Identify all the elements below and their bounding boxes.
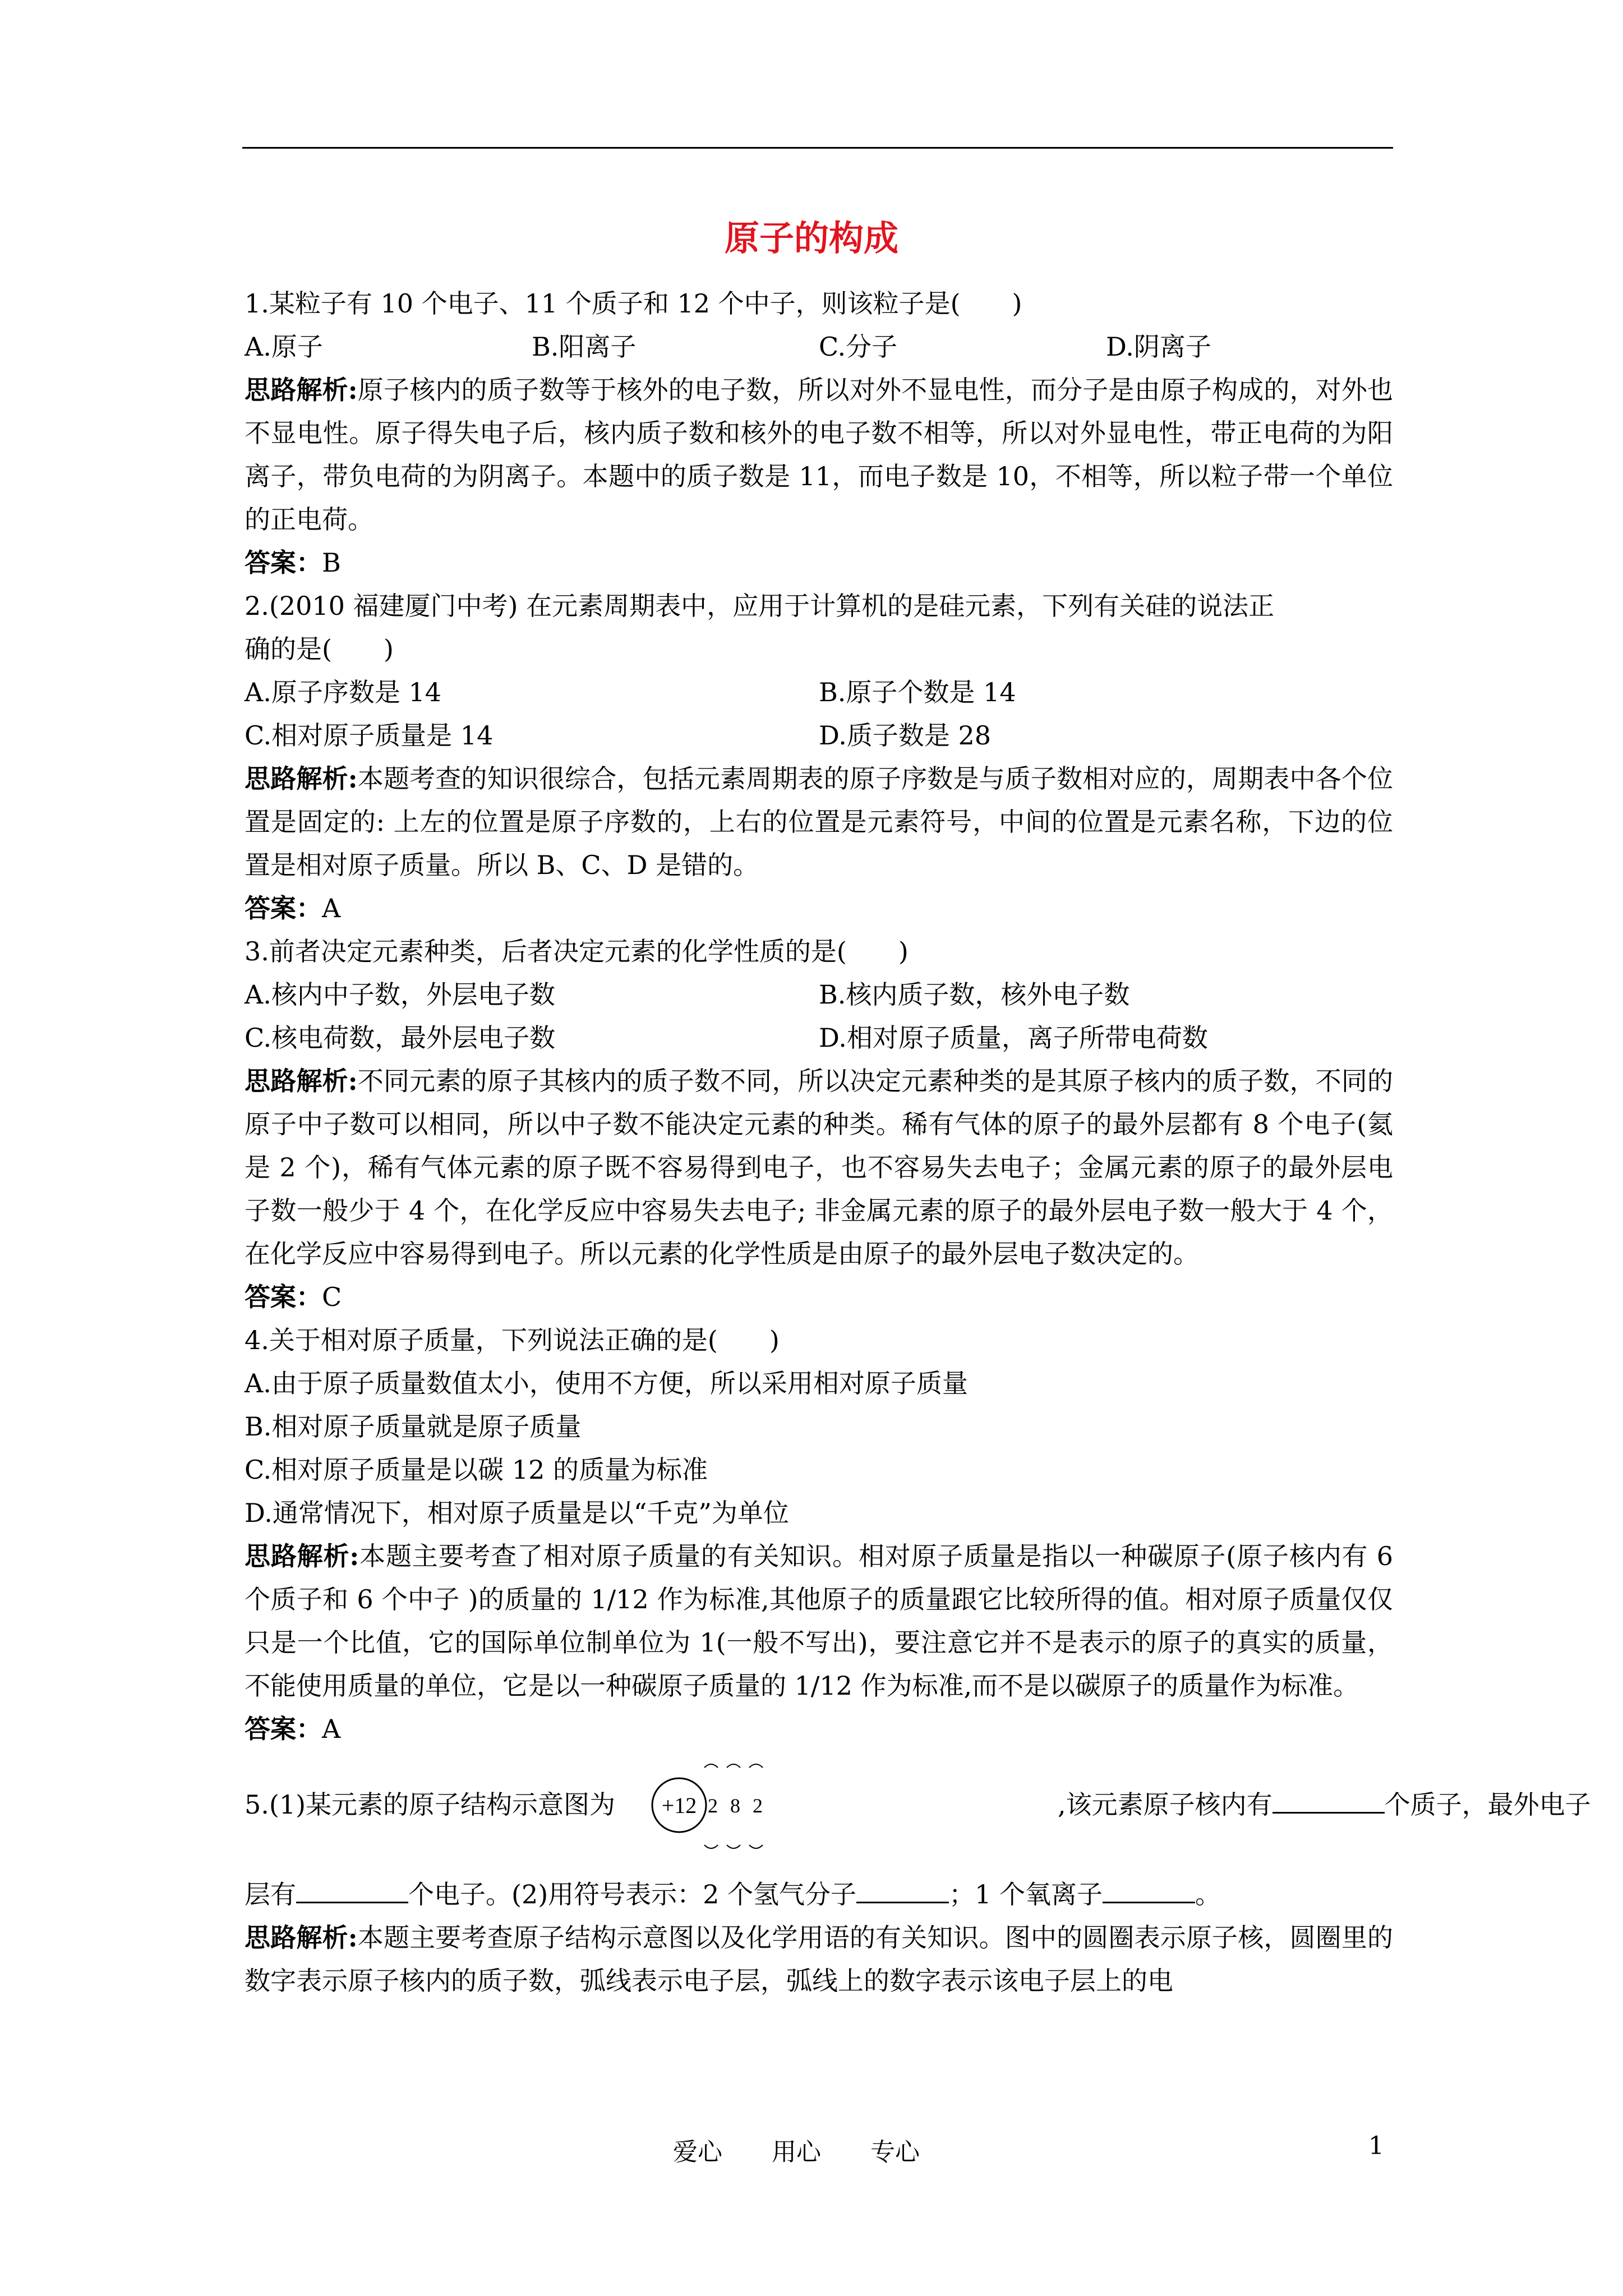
- q5-analysis-text: 本题主要考查原子结构示意图以及化学用语的有关知识。图中的圆圈表示原子核，圆圈里的数字表示原子核内的质子数，弧线表示电子层，弧线上的数字表示该电子层上的电: [245, 1922, 1394, 1996]
- q4-option-b: B.相对原子质量就是原子质量: [245, 1411, 582, 1442]
- q5-line2-c: ；1 个氧离子: [949, 1879, 1103, 1910]
- shell-arc-6: [749, 1845, 763, 1848]
- q5-line2-a: 层有: [245, 1879, 296, 1910]
- proton-count-blank[interactable]: [1272, 1789, 1385, 1814]
- q2-stem-line2: 确的是( ): [245, 634, 394, 664]
- shell-electrons-3: 2: [753, 1795, 763, 1817]
- q1-answer-label: 答案：: [245, 547, 322, 578]
- q4-option-a: A.由于原子质量数值太小，使用不方便，所以采用相对原子质量: [245, 1368, 968, 1398]
- q5-part3: 个质子，最外电子: [1384, 1789, 1591, 1820]
- q2-stem-line1: 2.(2010 福建厦门中考) 在元素周期表中，应用于计算机的是硅元素，下列有关硅的说法正: [245, 591, 1275, 621]
- outer-electron-blank[interactable]: [296, 1879, 408, 1903]
- page-number: 1: [1368, 2132, 1384, 2160]
- atom-structure-diagram: [648, 1751, 817, 1863]
- shell-electrons-2: 8: [730, 1795, 740, 1817]
- q1-option-c: C.分子: [819, 332, 898, 362]
- q3-analysis: [245, 1060, 1393, 1276]
- q4-answer-label: 答案：: [245, 1714, 322, 1744]
- q1-answer: [245, 541, 1393, 585]
- q1-analysis-label: 思路解析:: [245, 375, 358, 405]
- q4-answer: [245, 1708, 1393, 1751]
- shell-arc-2: [727, 1764, 740, 1768]
- q2-answer-value: A: [322, 893, 341, 923]
- q4-analysis: [245, 1535, 1393, 1708]
- shell-arc-3: [749, 1764, 763, 1768]
- q3-answer-value: C: [322, 1282, 342, 1312]
- q4-answer-value: A: [322, 1714, 341, 1744]
- q3-option-b: B.核内质子数，核外电子数: [819, 979, 1130, 1010]
- shell-arc-1: [704, 1764, 718, 1768]
- q5-line2-b: 个电子。(2)用符号表示：2 个氢气分子: [408, 1879, 857, 1910]
- q4-analysis-text: 本题主要考查了相对原子质量的有关知识。相对原子质量是指以一种碳原子(原子核内有 6 个质子和 6 个中子 )的质量的 1/12 作为标准,其他原子的质量跟它比较所得的值。相对原子质量仅仅只是一个比值，它的国际单位制单位为 1(一般不写出)，要注意它并不是表示的原子的真实的质量，不能使用质量的单位，它是以一种碳原子质量的 1/12 作为标准,而不是以碳原子的质量作为标准。: [245, 1541, 1393, 1701]
- q5-line2-d: 。: [1195, 1879, 1221, 1910]
- q2-options-row2: [245, 714, 1393, 757]
- shell-arc-5: [727, 1845, 740, 1848]
- q3-analysis-text: 不同元素的原子其核内的质子数不同，所以决定元素种类的是其原子核内的质子数，不同的原子中子数可以相同，所以中子数不能决定元素的种类。稀有气体的原子的最外层都有 8 个电子(氦是 2 个)，稀有气体元素的原子既不容易得到电子，也不容易失去电子；金属元素的原子的最外层电子数一般少于 4 个，在化学反应中容易失去电子; 非金属元素的原子的最外层电子数一般大于 4 个，在化学反应中容易得到电子。所以元素的化学性质是由原子的最外层电子数决定的。: [245, 1066, 1394, 1269]
- q2-option-c: C.相对原子质量是 14: [245, 720, 494, 751]
- hydrogen-molecules-blank[interactable]: [856, 1879, 949, 1903]
- q5-part2: ,该元素原子核内有: [1058, 1789, 1272, 1820]
- q5-analysis-label: 思路解析:: [245, 1922, 358, 1953]
- q3-options-row2: [245, 1016, 1393, 1060]
- page-title: 原子的构成: [724, 218, 898, 259]
- q2-option-a: A.原子序数是 14: [245, 677, 441, 707]
- q2-analysis-text: 本题考查的知识很综合，包括元素周期表的原子序数是与质子数相对应的，周期表中各个位置是固定的: 上左的位置是原子序数的，上右的位置是元素符号，中间的位置是元素名称，下边的位置是相对原子质量。所以 B、C、D 是错的。: [245, 763, 1394, 880]
- q4-option-c: C.相对原子质量是以碳 12 的质量为标准: [245, 1455, 708, 1485]
- q5-stem-line2: [245, 1873, 1393, 1916]
- q3-options-row1: [245, 973, 1393, 1016]
- q4-stem: 4.关于相对原子质量，下列说法正确的是( ): [245, 1325, 780, 1355]
- q1-analysis-text: 原子核内的质子数等于核外的电子数，所以对外不显电性，而分子是由原子构成的，对外也不显电性。原子得失电子后，核内质子数和核外的电子数不相等，所以对外显电性，带正电荷的为阳离子，带负电荷的为阴离子。本题中的质子数是 11，而电子数是 10，不相等，所以粒子带一个单位的正电荷。: [245, 375, 1394, 535]
- q4-analysis-label: 思路解析:: [245, 1541, 359, 1571]
- footer-motto: 爱心 用心 专心: [673, 2138, 920, 2166]
- q3-answer-label: 答案：: [245, 1282, 322, 1312]
- q5-stem-line1: [245, 1751, 1591, 1863]
- header-rule: [242, 147, 1393, 149]
- q5-analysis: [245, 1916, 1393, 2003]
- q1-stem: 1.某粒子有 10 个电子、11 个质子和 12 个中子，则该粒子是( ): [245, 288, 1022, 319]
- q3-analysis-label: 思路解析:: [245, 1066, 358, 1096]
- q3-answer: [245, 1276, 1393, 1319]
- q1-option-d: D.阴离子: [1106, 332, 1211, 362]
- q1-answer-value: B: [322, 547, 341, 578]
- q5-part1: 5.(1)某元素的原子结构示意图为: [245, 1789, 616, 1820]
- oxygen-ion-blank[interactable]: [1103, 1879, 1195, 1903]
- q2-answer: [245, 887, 1393, 930]
- q1-analysis: [245, 369, 1393, 541]
- q4-option-d: D.通常情况下，相对原子质量是以“千克”为单位: [245, 1498, 789, 1528]
- nucleus-charge: +12: [661, 1793, 697, 1818]
- q2-answer-label: 答案：: [245, 893, 322, 923]
- q1-option-b: B.阳离子: [532, 332, 637, 362]
- shell-electrons-1: 2: [708, 1795, 718, 1817]
- q1-option-a: A.原子: [245, 332, 323, 362]
- q2-analysis: [245, 757, 1393, 887]
- q3-option-d: D.相对原子质量，离子所带电荷数: [819, 1023, 1208, 1053]
- q1-options: [245, 325, 1393, 369]
- q2-option-b: B.原子个数是 14: [819, 677, 1016, 707]
- q5-part2-group: [1058, 1783, 1591, 1826]
- q3-stem: 3.前者决定元素种类，后者决定元素的化学性质的是( ): [245, 936, 909, 967]
- shell-arc-4: [704, 1845, 718, 1848]
- q3-option-a: A.核内中子数，外层电子数: [245, 979, 555, 1010]
- q2-options-row1: [245, 671, 1393, 714]
- q3-option-c: C.核电荷数，最外层电子数: [245, 1023, 556, 1053]
- q2-analysis-label: 思路解析:: [245, 763, 358, 794]
- document-body: [245, 282, 1591, 2003]
- q2-option-d: D.质子数是 28: [819, 720, 992, 751]
